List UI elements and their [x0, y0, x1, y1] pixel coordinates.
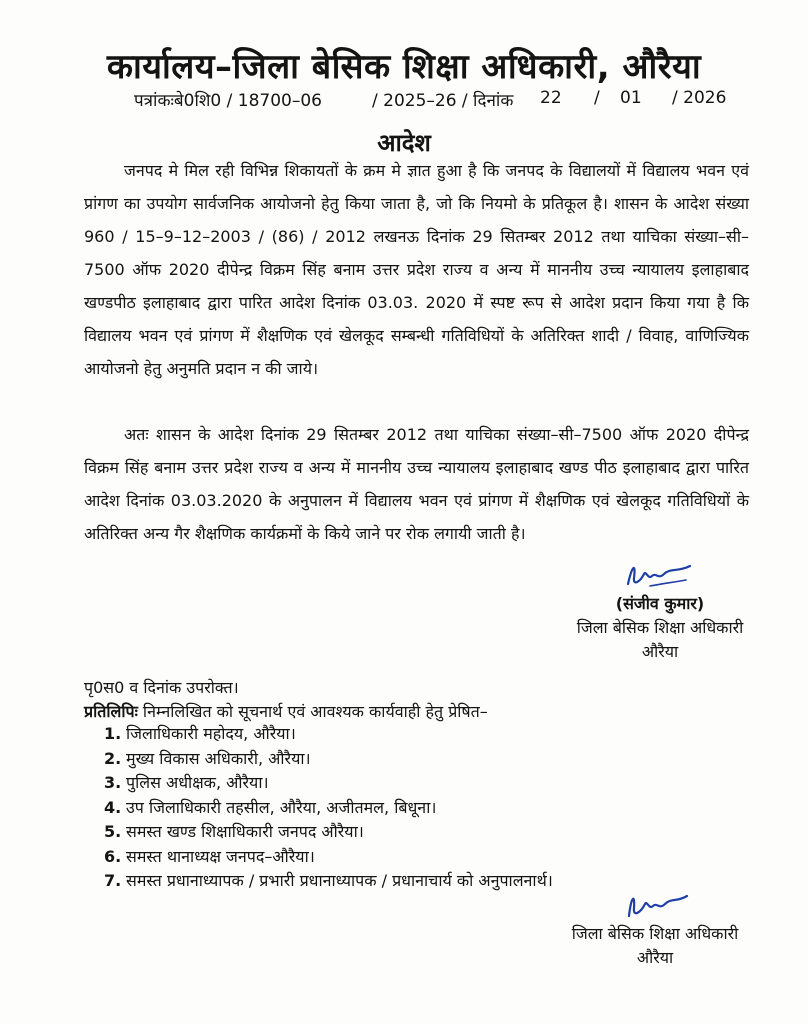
list-item-number: 5.: [104, 822, 122, 841]
date-separator: /: [594, 88, 600, 108]
signatory-designation: जिला बेसिक शिक्षा अधिकारी: [576, 618, 744, 637]
order-paragraph-1: जनपद मे मिल रही विभिन्न शिकायतों के क्रम मे ज्ञात हुआ है कि जनपद के विद्यालयों में विद्यालय भवन एवं प्रांगण का उपयोग सार्वजनिक आयोजनो हेतु किया जाता है, जो कि नियमो के प्रतिकूल है। शासन के आदेश संख्या 960 / 15–9–12–2003 / (86) / 2012 लखनऊ दिनांक 29 सितम्बर 2012 तथा याचिका संख्या–सी–7500 ऑफ 2020 दीपेन्द्र विक्रम सिंह बनाम उत्तर प्रदेश राज्य व अन्य में माननीय उच्च न्यायालय इलाहाबाद खण्डपीठ इलाहाबाद द्वारा पारित आदेश दिनांक 03.03. 2020 में स्पष्ट रूप से आदेश प्रदान किया गया है कि विद्यालय भवन एवं प्रांगण में शैक्षणिक एवं खेलकूद सम्बन्धी गतिविधियों के अतिरिक्त शादी / विवाह, वाणिज्यिक आयोजनो हेतु अनुमति प्रदान न की जाये।: [84, 161, 749, 378]
list-item-number: 7.: [104, 871, 122, 890]
reference-year-label: / 2025–26 / दिनांक: [372, 91, 514, 111]
signatory-place: औरैया: [636, 948, 674, 967]
list-item-number: 4.: [104, 797, 122, 817]
copy-to-text: निम्नलिखित को सूचनार्थ एवं आवश्यक कार्यवाही हेतु प्रेषित–: [142, 702, 488, 721]
endorsement-line: पृ0स0 व दिनांक उपरोक्त।: [84, 678, 239, 697]
list-item: [104, 796, 553, 821]
signature-mark-icon: [615, 888, 695, 922]
list-item-number: 1.: [104, 724, 122, 743]
list-item-text: पुलिस अधीक्षक, औरैया।: [126, 773, 269, 792]
signatory-name: (संजीव कुमार): [615, 594, 705, 613]
signature-mark-icon: [620, 558, 700, 592]
list-item: [104, 869, 553, 894]
signatory-designation: जिला बेसिक शिक्षा अधिकारी: [571, 924, 739, 943]
date-year: / 2026: [672, 88, 727, 108]
list-item-text: मुख्य विकास अधिकारी, औरैया।: [126, 748, 311, 768]
list-item-text: समस्त प्रधानाध्यापक / प्रभारी प्रधानाध्यापक / प्रधानाचार्य को अनुपालनार्थ।: [126, 871, 553, 890]
date-month: 01: [620, 88, 642, 108]
office-title: कार्यालय–जिला बेसिक शिक्षा अधिकारी, औरैया: [106, 47, 702, 87]
order-heading: आदेश: [377, 129, 431, 157]
signatory-place: औरैया: [641, 642, 679, 661]
list-item-number: 6.: [104, 846, 122, 866]
signature-block-1: [560, 558, 760, 664]
list-item-text: समस्त खण्ड शिक्षाधिकारी जनपद औरैया।: [126, 822, 364, 841]
list-item-text: जिलाधिकारी महोदय, औरैया।: [126, 724, 296, 743]
copy-to-label: प्रतिलिपिः: [84, 702, 138, 721]
list-item: [104, 747, 553, 772]
copy-recipient-list: [104, 722, 553, 894]
list-item: [104, 820, 553, 845]
list-item-text: उप जिलाधिकारी तहसील, औरैया, अजीतमल, बिधूना।: [126, 797, 437, 817]
copy-to-intro: [84, 700, 488, 722]
list-item: [104, 722, 553, 747]
list-item-number: 3.: [104, 773, 122, 792]
list-item-number: 2.: [104, 748, 122, 768]
signature-block-2: [540, 888, 770, 970]
list-item-text: समस्त थानाध्यक्ष जनपद–औरैया।: [126, 846, 315, 866]
date-day: 22: [540, 88, 562, 108]
list-item: [104, 771, 553, 796]
order-paragraph-2: अतः शासन के आदेश दिनांक 29 सितम्बर 2012 तथा याचिका संख्या–सी–7500 ऑफ 2020 दीपेन्द्र विक्रम सिंह बनाम उत्तर प्रदेश राज्य व अन्य में माननीय उच्च न्यायालय इलाहाबाद खण्ड पीठ इलाहाबाद द्वारा पारित आदेश दिनांक 03.03.2020 के अनुपालन में विद्यालय भवन एवं प्रांगण में शैक्षणिक एवं खेलकूद गतिविधियों के अतिरिक्त अन्य गैर शैक्षणिक कार्यक्रमों के किये जाने पर रोक लगायी जाती है।: [84, 425, 749, 543]
reference-number: पत्रांकःबे0शि0 / 18700–06: [134, 91, 322, 111]
list-item: [104, 845, 553, 870]
